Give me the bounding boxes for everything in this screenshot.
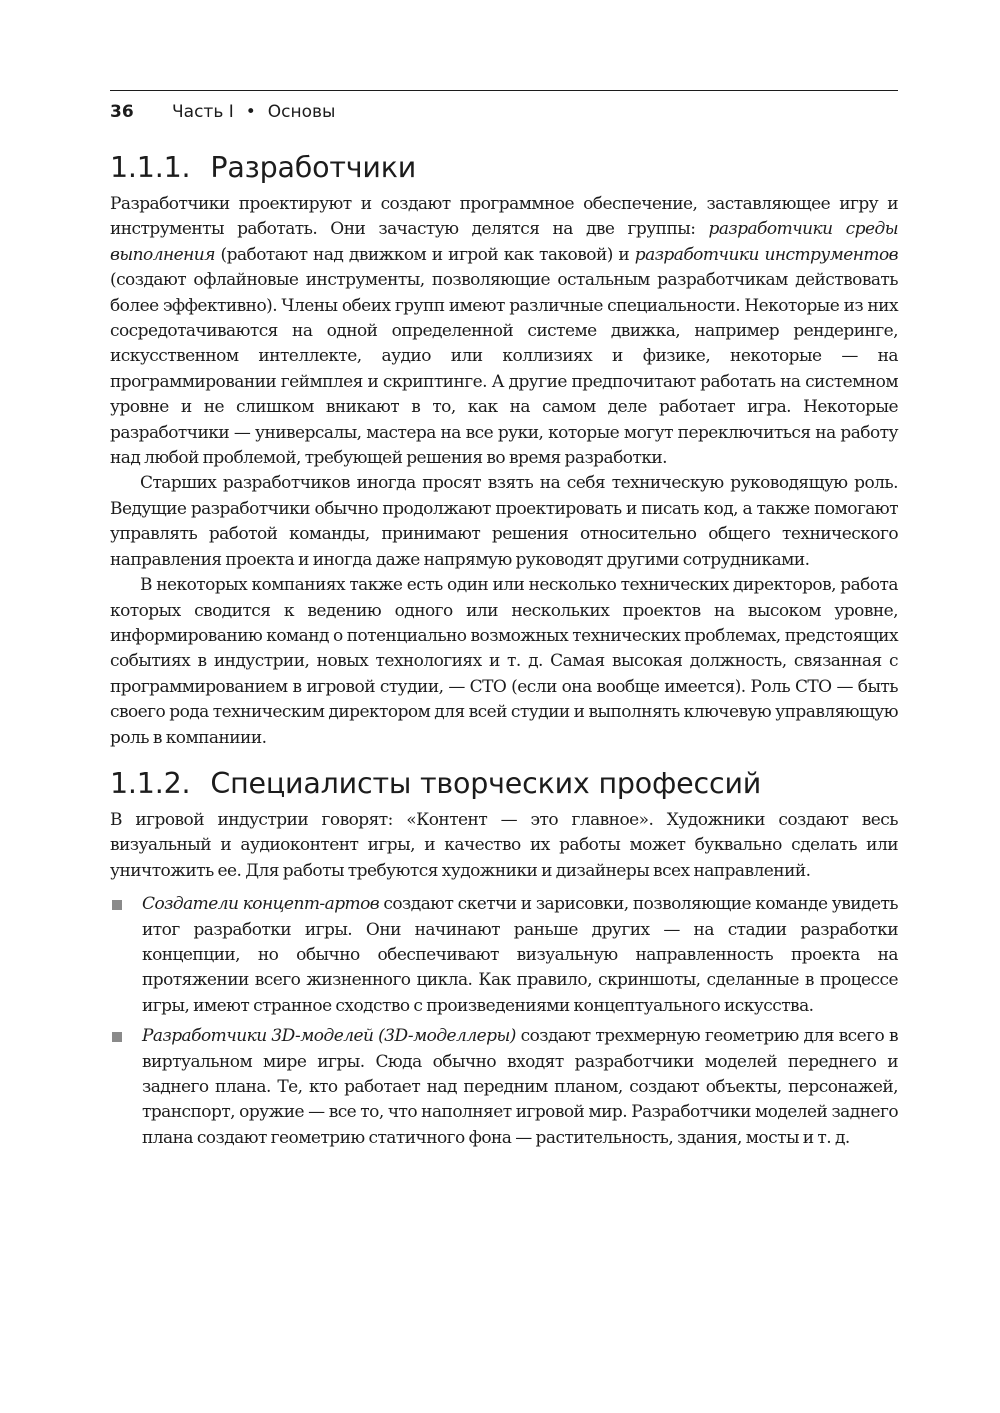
paragraph-developers-2: Старших разработчиков иногда просят взять на себя техническую руководящую роль. Ведущие разработчики обычно продолжают проектировать и писать код, а также помогают управлять работой команды, принимают решения относительно общего технического направления проекта и иногда даже напрямую руководят другими сотрудниками. xyxy=(110,473,898,570)
part-label: Часть I xyxy=(172,102,234,122)
square-bullet-icon xyxy=(112,900,122,910)
text-run: (работают над движком и игрой как таковой) и xyxy=(214,244,635,265)
paragraph-developers-1 xyxy=(110,192,898,471)
heading-number: 1.1.1. xyxy=(110,151,191,184)
italic-term: разработчики инструментов xyxy=(634,244,898,265)
text-run: Разработчики проектируют и создают программное обеспечение, заставляющее игру и инструменты работать. Они зачастую делятся на две группы: xyxy=(110,194,898,240)
paragraph-developers-3: В некоторых компаниях также есть один или несколько технических директоров, работа которых сводится к ведению одного или нескольких проектов на высоком уровне, информированию команд о потенциально возможных технических проблемах, предстоящих событиях в индустрии, новых технологиях и т. д. Самая высокая должность, связанная с программированием в игровой студии, — CTO (если она вообще имеется). Роль CTO — быть своего рода техническим директором для всей студии и выполнять ключевую управляющую роль в компаниии. xyxy=(110,575,898,748)
heading-creative-specialists xyxy=(110,767,898,800)
list-item-text xyxy=(142,892,898,1019)
running-head xyxy=(110,90,898,125)
heading-developers xyxy=(110,151,898,184)
square-bullet-icon xyxy=(112,1032,122,1042)
book-page xyxy=(110,90,898,1156)
text-run: (создают офлайновые инструменты, позволяющие остальным разработчикам действовать более эффективно). Члены обеих групп имеют различные специальности. Некоторые из них сосредотачиваются на одной определенной системе движка, например рендеринге, искусственном интеллекте, аудио или коллизиях и физике, некоторые — на программировании геймплея и скриптинге. А другие предпочитают работать на системном уровне и не слишком вникают в то, как на самом деле работает игра. Некоторые разработчики — универсалы, мастера на все руки, которые могут переключиться на работу над любой проблемой, требующей решения во время разработки. xyxy=(110,270,898,469)
list-item xyxy=(110,1024,898,1151)
text-run: создают трехмерную геометрию для всего в виртуальном мире игры. Сюда обычно входят разработчики моделей переднего и заднего плана. Те, кто работает над передним планом, создают объекты, персонажей, транспорт, оружие — все то, что наполняет игровой мир. Разработчики моделей заднего плана создают геометрию статичного фона — растительность, здания, мосты и т. д. xyxy=(142,1026,898,1148)
heading-title: Специалисты творческих профессий xyxy=(210,766,762,800)
header-separator: • xyxy=(245,102,256,122)
text-run: создают скетчи и зарисовки, позволяющие команде увидеть итог разработки игры. Они начинают раньше других — на стадии разработки концепции, но обычно обеспечивают визуальную направленность проекта на протяжении всего жизненного цикла. Как правило, скриншоты, сделанные в процессе игры, имеют странное сходство с произведениями концептуального искусства. xyxy=(142,894,899,1016)
italic-term: Разработчики 3D-моделей (3D-моделлеры) xyxy=(142,1026,516,1047)
heading-title: Разработчики xyxy=(210,151,417,184)
bullet-list xyxy=(110,892,898,1151)
section-label: Основы xyxy=(267,102,336,122)
list-item xyxy=(110,892,898,1019)
paragraph-creative-intro: В игровой индустрии говорят: «Контент — это главное». Художники создают весь визуальный и аудиоконтент игры, и качество их работы может буквально сделать или уничтожить ее. Для работы требуются художники и дизайнеры всех направлений. xyxy=(110,809,898,881)
page-number: 36 xyxy=(110,102,134,122)
list-item-text xyxy=(142,1024,898,1151)
heading-number: 1.1.2. xyxy=(110,766,191,800)
italic-term: Создатели концепт-артов xyxy=(142,894,380,915)
italic-term: разработчики среды выполнения xyxy=(110,219,898,265)
